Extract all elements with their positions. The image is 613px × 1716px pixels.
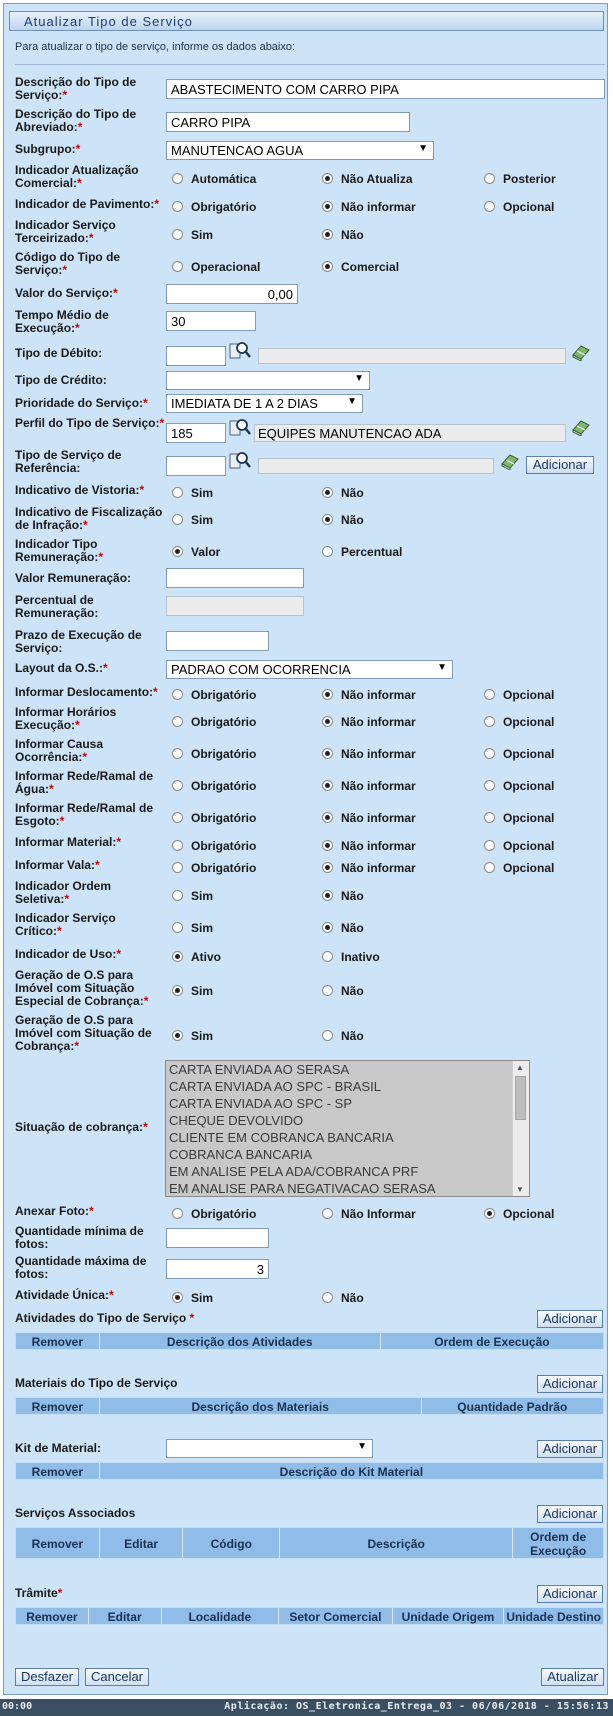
list-item[interactable]: COBRANCA BANCARIA — [169, 1147, 313, 1162]
atividade-unica-nao-radio[interactable]: Não — [322, 1291, 364, 1305]
atualizacao-posterior-radio[interactable]: Posterior — [484, 172, 556, 186]
vala-label: Informar Vala:* — [15, 858, 100, 872]
anexar-foto-nao-informar-radio[interactable]: Não Informar — [322, 1207, 416, 1221]
atividades-section-title: Atividades do Tipo de Serviço * — [15, 1311, 195, 1325]
tempo-input[interactable]: 30 — [166, 311, 256, 331]
atividades-adicionar-button[interactable]: Adicionar — [537, 1310, 603, 1328]
referencia-magnifier-icon[interactable] — [229, 451, 251, 471]
col-remover: Remover — [16, 1608, 89, 1624]
fiscalizacao-sim-radio[interactable]: Sim — [172, 513, 213, 527]
prioridade-label: Prioridade do Serviço:* — [15, 396, 148, 410]
deslocamento-opcional-radio[interactable]: Opcional — [484, 688, 554, 702]
debito-magnifier-icon[interactable] — [229, 341, 251, 361]
remuneracao-percentual-radio[interactable]: Percentual — [322, 545, 402, 559]
percentual-remuneracao-label: Percentual de Remuneração: — [15, 593, 99, 620]
scroll-thumb[interactable] — [515, 1076, 526, 1120]
terceirizado-sim-radio[interactable]: Sim — [172, 228, 213, 242]
vala-obrigatorio-radio[interactable]: Obrigatório — [172, 861, 256, 875]
deslocamento-nao-informar-radio[interactable]: Não informar — [322, 688, 416, 702]
codigo-comercial-radio[interactable]: Comercial — [322, 260, 399, 274]
rede-agua-nao-informar-radio[interactable]: Não informar — [322, 779, 416, 793]
debito-code-input[interactable] — [166, 346, 226, 366]
col-descricao: Descrição dos Atividades — [100, 1333, 381, 1349]
atualizacao-automatica-radio[interactable]: Automática — [172, 172, 256, 186]
rede-esgoto-nao-informar-radio[interactable]: Não informar — [322, 811, 416, 825]
rede-esgoto-label: Informar Rede/Ramal de Esgoto:* — [15, 801, 154, 828]
associados-table-header — [15, 1527, 604, 1559]
form-title: Atualizar Tipo de Serviço — [9, 11, 604, 31]
codigo-operacional-radio[interactable]: Operacional — [172, 260, 260, 274]
qtd-min-input[interactable] — [166, 1228, 269, 1248]
anexar-foto-obrigatorio-radio[interactable]: Obrigatório — [172, 1207, 256, 1221]
horarios-nao-informar-radio[interactable]: Não informar — [322, 715, 416, 729]
desfazer-button[interactable]: Desfazer — [15, 1668, 79, 1686]
uso-ativo-radio[interactable]: Ativo — [172, 950, 221, 964]
geracao-especial-sim-radio[interactable]: Sim — [172, 984, 213, 998]
tempo-label: Tempo Médio de Execução:* — [15, 308, 109, 335]
col-quantidade: Quantidade Padrão — [457, 1399, 568, 1414]
fiscalizacao-nao-radio[interactable]: Não — [322, 513, 364, 527]
ordem-seletiva-nao-radio[interactable]: Não — [322, 889, 364, 903]
status-application: Aplicação: OS_Eletronica_Entrega_03 - 06/06/2018 - 15:56:13 — [224, 1701, 609, 1712]
material-label: Informar Material:* — [15, 835, 122, 849]
descricao-label: Descrição do Tipo de Serviço:* — [15, 75, 137, 102]
horarios-label: Informar Horários Execução:* — [15, 705, 117, 732]
perfil-eraser-icon[interactable] — [571, 418, 591, 436]
status-bar — [0, 1699, 613, 1716]
pavimento-opcional-radio[interactable]: Opcional — [484, 200, 554, 214]
tramite-section-title: Trâmite* — [15, 1586, 63, 1600]
layout-select[interactable]: PADRAO COM OCORRENCIA ▼ — [166, 660, 453, 679]
valor-label: Valor do Serviço:* — [15, 286, 118, 300]
col-ordem: Ordem de Execução — [530, 1529, 587, 1558]
valor-remuneracao-input[interactable] — [166, 568, 304, 588]
credito-label: Tipo de Crédito: — [15, 373, 107, 387]
remuneracao-tipo-label: Indicador Tipo Remuneração:* — [15, 537, 104, 564]
critico-label: Indicador Serviço Crítico:* — [15, 911, 116, 938]
pavimento-obrigatorio-radio[interactable]: Obrigatório — [172, 200, 256, 214]
ordem-seletiva-label: Indicador Ordem Seletiva:* — [15, 879, 112, 906]
listbox-scrollbar[interactable] — [512, 1061, 529, 1196]
col-destino: Unidade Destino — [506, 1609, 601, 1624]
valor-input[interactable]: 0,00 — [166, 284, 298, 304]
rede-agua-opcional-radio[interactable]: Opcional — [484, 779, 554, 793]
vistoria-nao-radio[interactable]: Não — [322, 486, 364, 500]
atualizar-button[interactable]: Atualizar — [541, 1668, 604, 1686]
material-obrigatorio-radio[interactable]: Obrigatório — [172, 839, 256, 853]
causa-obrigatorio-radio[interactable]: Obrigatório — [172, 747, 256, 761]
uso-label: Indicador de Uso:* — [15, 947, 122, 961]
rede-agua-label: Informar Rede/Ramal de Água:* — [15, 769, 154, 796]
prioridade-select[interactable]: IMEDIATA DE 1 A 2 DIAS ▼ — [166, 394, 363, 413]
uso-inativo-radio[interactable]: Inativo — [322, 950, 380, 964]
perfil-label: Perfil do Tipo de Serviço:* — [15, 416, 165, 430]
credito-select[interactable]: ▼ — [166, 371, 370, 390]
list-item[interactable]: CLIENTE EM COBRANCA BANCARIA — [169, 1130, 394, 1145]
cancelar-button[interactable]: Cancelar — [85, 1668, 149, 1686]
anexar-foto-opcional-radio[interactable]: Opcional — [484, 1207, 554, 1221]
perfil-magnifier-icon[interactable] — [229, 418, 251, 438]
rede-agua-obrigatorio-radio[interactable]: Obrigatório — [172, 779, 256, 793]
materiais-table-header — [15, 1397, 604, 1415]
ordem-seletiva-sim-radio[interactable]: Sim — [172, 889, 213, 903]
subgrupo-select[interactable]: MANUTENCAO AGUA ▼ — [166, 141, 434, 160]
qtd-max-label: Quantidade máxima de fotos: — [15, 1254, 147, 1281]
form-subtitle: Para atualizar o tipo de serviço, informe os dados abaixo: — [15, 41, 296, 53]
fiscalizacao-label: Indicativo de Fiscalização de Infração:* — [15, 505, 163, 532]
col-remover: Remover — [16, 1398, 100, 1414]
rede-esgoto-opcional-radio[interactable]: Opcional — [484, 811, 554, 825]
col-origem: Unidade Origem — [393, 1608, 505, 1624]
col-descricao: Descrição dos Materiais — [100, 1398, 422, 1414]
col-descricao: Descrição do Kit Material — [279, 1464, 424, 1479]
material-opcional-radio[interactable]: Opcional — [484, 839, 554, 853]
kit-select[interactable]: ▼ — [166, 1439, 373, 1458]
abreviado-input[interactable]: CARRO PIPA — [166, 112, 410, 132]
qtd-max-input[interactable]: 3 — [166, 1259, 269, 1279]
percentual-remuneracao-input — [166, 596, 304, 616]
geracao-cobranca-nao-radio[interactable]: Não — [322, 1029, 364, 1043]
horarios-obrigatorio-radio[interactable]: Obrigatório — [172, 715, 256, 729]
vala-nao-informar-radio[interactable]: Não informar — [322, 861, 416, 875]
materiais-section-title: Materiais do Tipo de Serviço — [15, 1376, 178, 1390]
atualizacao-nao-atualiza-radio[interactable]: Não Atualiza — [322, 172, 413, 186]
remuneracao-valor-radio[interactable]: Valor — [172, 545, 220, 559]
status-time: 00:00 — [2, 1701, 33, 1712]
atividades-table-header — [15, 1332, 604, 1350]
list-item[interactable]: CARTA ENVIADA AO SPC - BRASIL — [169, 1079, 381, 1094]
qtd-min-label: Quantidade mínima de fotos: — [15, 1224, 144, 1251]
perfil-description: EQUIPES MANUTENCAO ADA — [254, 424, 566, 442]
situacao-cobranca-listbox[interactable] — [165, 1060, 530, 1197]
col-ordem: Ordem de Execução — [434, 1334, 550, 1349]
causa-opcional-radio[interactable]: Opcional — [484, 747, 554, 761]
debito-label: Tipo de Débito: — [15, 346, 103, 360]
col-codigo: Código — [183, 1528, 280, 1558]
deslocamento-label: Informar Deslocamento:* — [15, 685, 158, 699]
kit-label: Kit de Material: — [15, 1441, 102, 1455]
tramite-table-header — [15, 1607, 604, 1625]
list-item[interactable]: EM ANALISE PARA NEGATIVACAO SERASA — [169, 1181, 436, 1196]
vala-opcional-radio[interactable]: Opcional — [484, 861, 554, 875]
pavimento-nao-informar-radio[interactable]: Não informar — [322, 200, 416, 214]
horarios-opcional-radio[interactable]: Opcional — [484, 715, 554, 729]
col-editar: Editar — [100, 1528, 184, 1558]
debito-eraser-icon[interactable] — [571, 343, 591, 361]
vistoria-label: Indicativo de Vistoria:* — [15, 483, 145, 497]
descricao-input[interactable]: ABASTECIMENTO COM CARRO PIPA — [166, 79, 605, 99]
prazo-input[interactable] — [166, 631, 269, 651]
col-setor: Setor Comercial — [279, 1608, 393, 1624]
geracao-especial-label: Geração de O.S para Imóvel com Situação Especial de Cobrança:* — [15, 968, 149, 1008]
col-remover: Remover — [16, 1463, 100, 1479]
scroll-up-icon[interactable]: ▲ — [516, 1063, 524, 1072]
atividade-unica-label: Atividade Única:* — [15, 1288, 114, 1302]
divider — [15, 64, 605, 65]
referencia-eraser-icon[interactable] — [500, 452, 520, 470]
rede-esgoto-obrigatorio-radio[interactable]: Obrigatório — [172, 811, 256, 825]
perfil-code-input[interactable]: 185 — [166, 423, 226, 443]
kit-table-header — [15, 1462, 604, 1480]
vistoria-sim-radio[interactable]: Sim — [172, 486, 213, 500]
col-localidade: Localidade — [162, 1608, 280, 1624]
list-item[interactable]: CHEQUE DEVOLVIDO — [169, 1113, 304, 1128]
list-item[interactable]: CARTA ENVIADA AO SPC - SP — [169, 1096, 353, 1111]
geracao-cobranca-sim-radio[interactable]: Sim — [172, 1029, 213, 1043]
terceirizado-nao-radio[interactable]: Não — [322, 228, 364, 242]
list-item[interactable]: CARTA ENVIADA AO SERASA — [169, 1062, 350, 1077]
scroll-down-icon[interactable]: ▼ — [516, 1185, 524, 1194]
referencia-code-input[interactable] — [166, 456, 226, 476]
subgrupo-label: Subgrupo:* — [15, 142, 81, 156]
anexar-foto-label: Anexar Foto:* — [15, 1204, 94, 1218]
tramite-adicionar-button[interactable]: Adicionar — [537, 1585, 603, 1603]
causa-label: Informar Causa Ocorrência:* — [15, 737, 104, 764]
material-nao-informar-radio[interactable]: Não informar — [322, 839, 416, 853]
critico-sim-radio[interactable]: Sim — [172, 921, 213, 935]
materiais-adicionar-button[interactable]: Adicionar — [537, 1375, 603, 1393]
referencia-adicionar-button[interactable]: Adicionar — [526, 456, 594, 474]
valor-remuneracao-label: Valor Remuneração: — [15, 571, 132, 585]
causa-nao-informar-radio[interactable]: Não informar — [322, 747, 416, 761]
situacao-cobranca-label: Situação de cobrança:* — [15, 1120, 148, 1134]
debito-description — [258, 348, 566, 364]
abreviado-label: Descrição do Tipo de Abreviado:* — [15, 107, 137, 134]
codigo-label: Código do Tipo de Serviço:* — [15, 250, 121, 277]
col-remover: Remover — [16, 1333, 100, 1349]
col-descricao: Descrição — [280, 1528, 513, 1558]
atividade-unica-sim-radio[interactable]: Sim — [172, 1291, 213, 1305]
deslocamento-obrigatorio-radio[interactable]: Obrigatório — [172, 688, 256, 702]
referencia-label: Tipo de Serviço de Referência: — [15, 448, 122, 475]
col-remover: Remover — [16, 1528, 100, 1558]
kit-adicionar-button[interactable]: Adicionar — [537, 1440, 603, 1458]
referencia-description — [258, 458, 494, 474]
col-editar: Editar — [89, 1608, 162, 1624]
associados-adicionar-button[interactable]: Adicionar — [537, 1505, 603, 1523]
atualizacao-label: Indicador Atualização Comercial:* — [15, 163, 139, 190]
associados-section-title: Serviços Associados — [15, 1506, 136, 1520]
critico-nao-radio[interactable]: Não — [322, 921, 364, 935]
list-item[interactable]: EM ANALISE PELA ADA/COBRANCA PRF — [169, 1164, 419, 1179]
layout-label: Layout da O.S.:* — [15, 661, 108, 675]
prazo-label: Prazo de Execução de Serviço: — [15, 628, 142, 655]
geracao-especial-nao-radio[interactable]: Não — [322, 984, 364, 998]
geracao-cobranca-label: Geração de O.S para Imóvel com Situação de Cobrança:* — [15, 1013, 152, 1053]
terceirizado-label: Indicador Serviço Terceirizado:* — [15, 218, 116, 245]
pavimento-label: Indicador de Pavimento:* — [15, 197, 160, 211]
